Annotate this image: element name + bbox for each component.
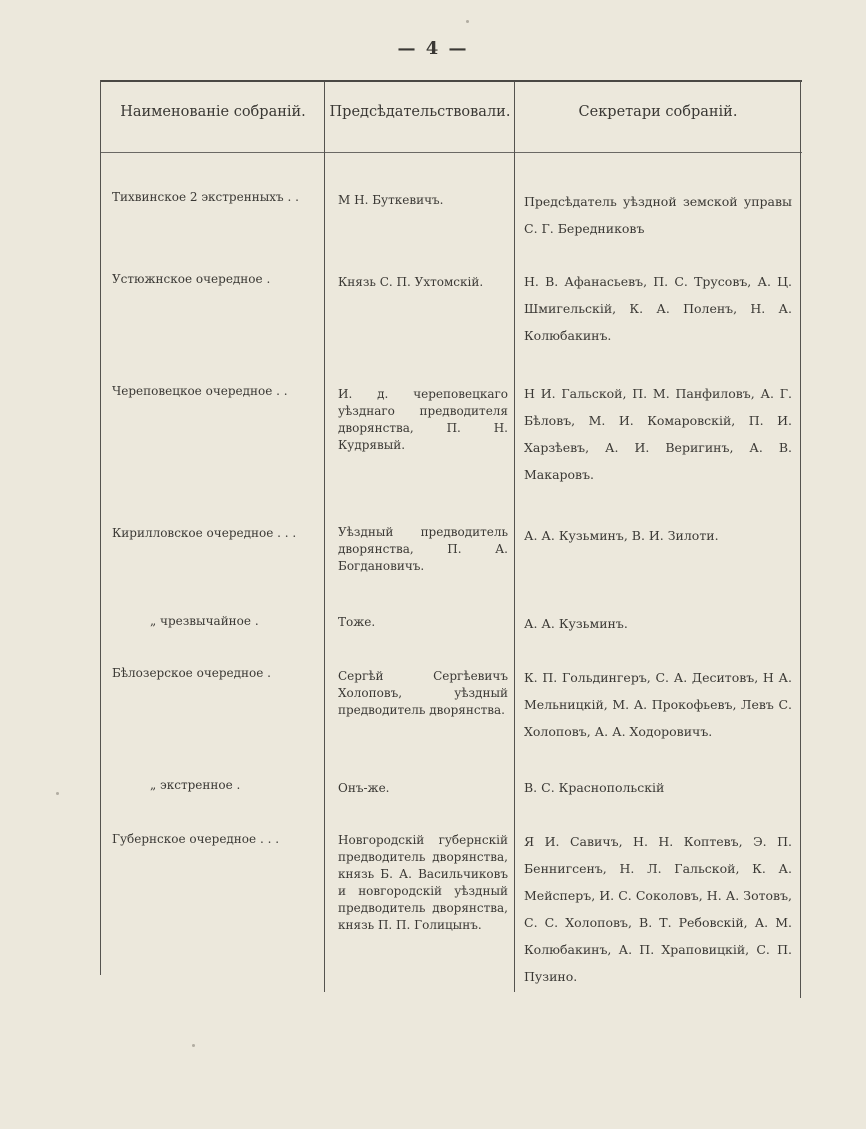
meeting-name: „ экстренное .	[150, 778, 241, 792]
meeting-name: Череповецкое очередное . .	[112, 384, 288, 398]
secretaries-cell: А. А. Кузьминъ, В. И. Зилоти.	[524, 528, 719, 543]
secretaries-cell: Н И. Гальской, П. М. Панфиловъ, А. Г. Бѣловъ, М. И. Комаровскій, П. И. Харзѣевъ, А. И. Веригинъ, А. В. Макаровъ.	[524, 386, 792, 482]
scan-speck	[192, 1044, 195, 1047]
chair-cell: Уѣздный предводитель дворянства, П. А. Богдановичъ.	[338, 525, 508, 573]
table-border-right	[800, 80, 801, 998]
scan-speck	[56, 792, 59, 795]
meeting-name: „ чрезвычайное .	[150, 614, 259, 628]
table-header-rule	[100, 152, 802, 153]
scan-speck	[466, 20, 469, 23]
chair-cell: Онъ-же.	[338, 781, 390, 795]
secretaries-cell: Я И. Савичъ, Н. Н. Коптевъ, Э. П. Беннигсенъ, Н. Л. Гальской, К. А. Мейсперъ, И. С. Соколовъ, Н. А. Зотовъ, С. С. Холоповъ, В. Т. Ребовскій, А. М. Колюбакинъ, А. П. Храповицкій, С. П. Пузино.	[524, 834, 792, 984]
secretaries-cell: В. С. Краснопольскій	[524, 780, 665, 795]
column-divider-1	[324, 82, 325, 992]
page-number: — 4 —	[397, 38, 469, 59]
header-chaired: Предсѣдательствовали.	[329, 104, 511, 120]
chair-cell: М Н. Буткевичъ.	[338, 193, 444, 207]
secretaries-cell: К. П. Гольдингеръ, С. А. Деситовъ, Н А. Мельницкій, М. А. Прокофьевъ, Левъ С. Холоповъ, А. А. Ходоровичъ.	[524, 670, 792, 739]
chair-cell: Тоже.	[338, 615, 376, 629]
meeting-name: Тихвинское 2 экстренныхъ . .	[112, 190, 299, 204]
column-divider-2	[514, 82, 515, 992]
chair-cell: Сергѣй Сергѣевичъ Холоповъ, уѣздный предводитель дворянства.	[338, 669, 508, 717]
table-border-left	[100, 80, 101, 975]
header-meeting-name: Наименованіе собраній.	[120, 104, 306, 120]
table-frame-top	[100, 80, 802, 82]
secretaries-cell: Предсѣдатель уѣздной земской управы С. Г. Бередниковъ	[524, 194, 792, 236]
chair-cell: И. д. череповецкаго уѣзднаго предводителя дворянства, П. Н. Кудрявый.	[338, 387, 508, 452]
meeting-name: Устюжнское очередное .	[112, 272, 271, 286]
secretaries-cell: А. А. Кузьминъ.	[524, 616, 628, 631]
meeting-name: Бѣлозерское очередное .	[112, 666, 271, 680]
chair-cell: Князь С. П. Ухтомскій.	[338, 275, 484, 289]
chair-cell: Новгородскій губернскій предводитель дворянства, князь Б. А. Васильчиковъ и новгородскій уѣздный предводитель дворянства, князь П. П. Голицынъ.	[338, 833, 508, 932]
meeting-name: Кирилловское очередное . . .	[112, 526, 297, 540]
header-secretaries: Секретари собраній.	[578, 104, 738, 120]
secretaries-cell: Н. В. Афанасьевъ, П. С. Трусовъ, А. Ц. Шмигельскій, К. А. Поленъ, Н. А. Колюбакинъ.	[524, 274, 792, 343]
meeting-name: Губернское очередное . . .	[112, 832, 280, 846]
